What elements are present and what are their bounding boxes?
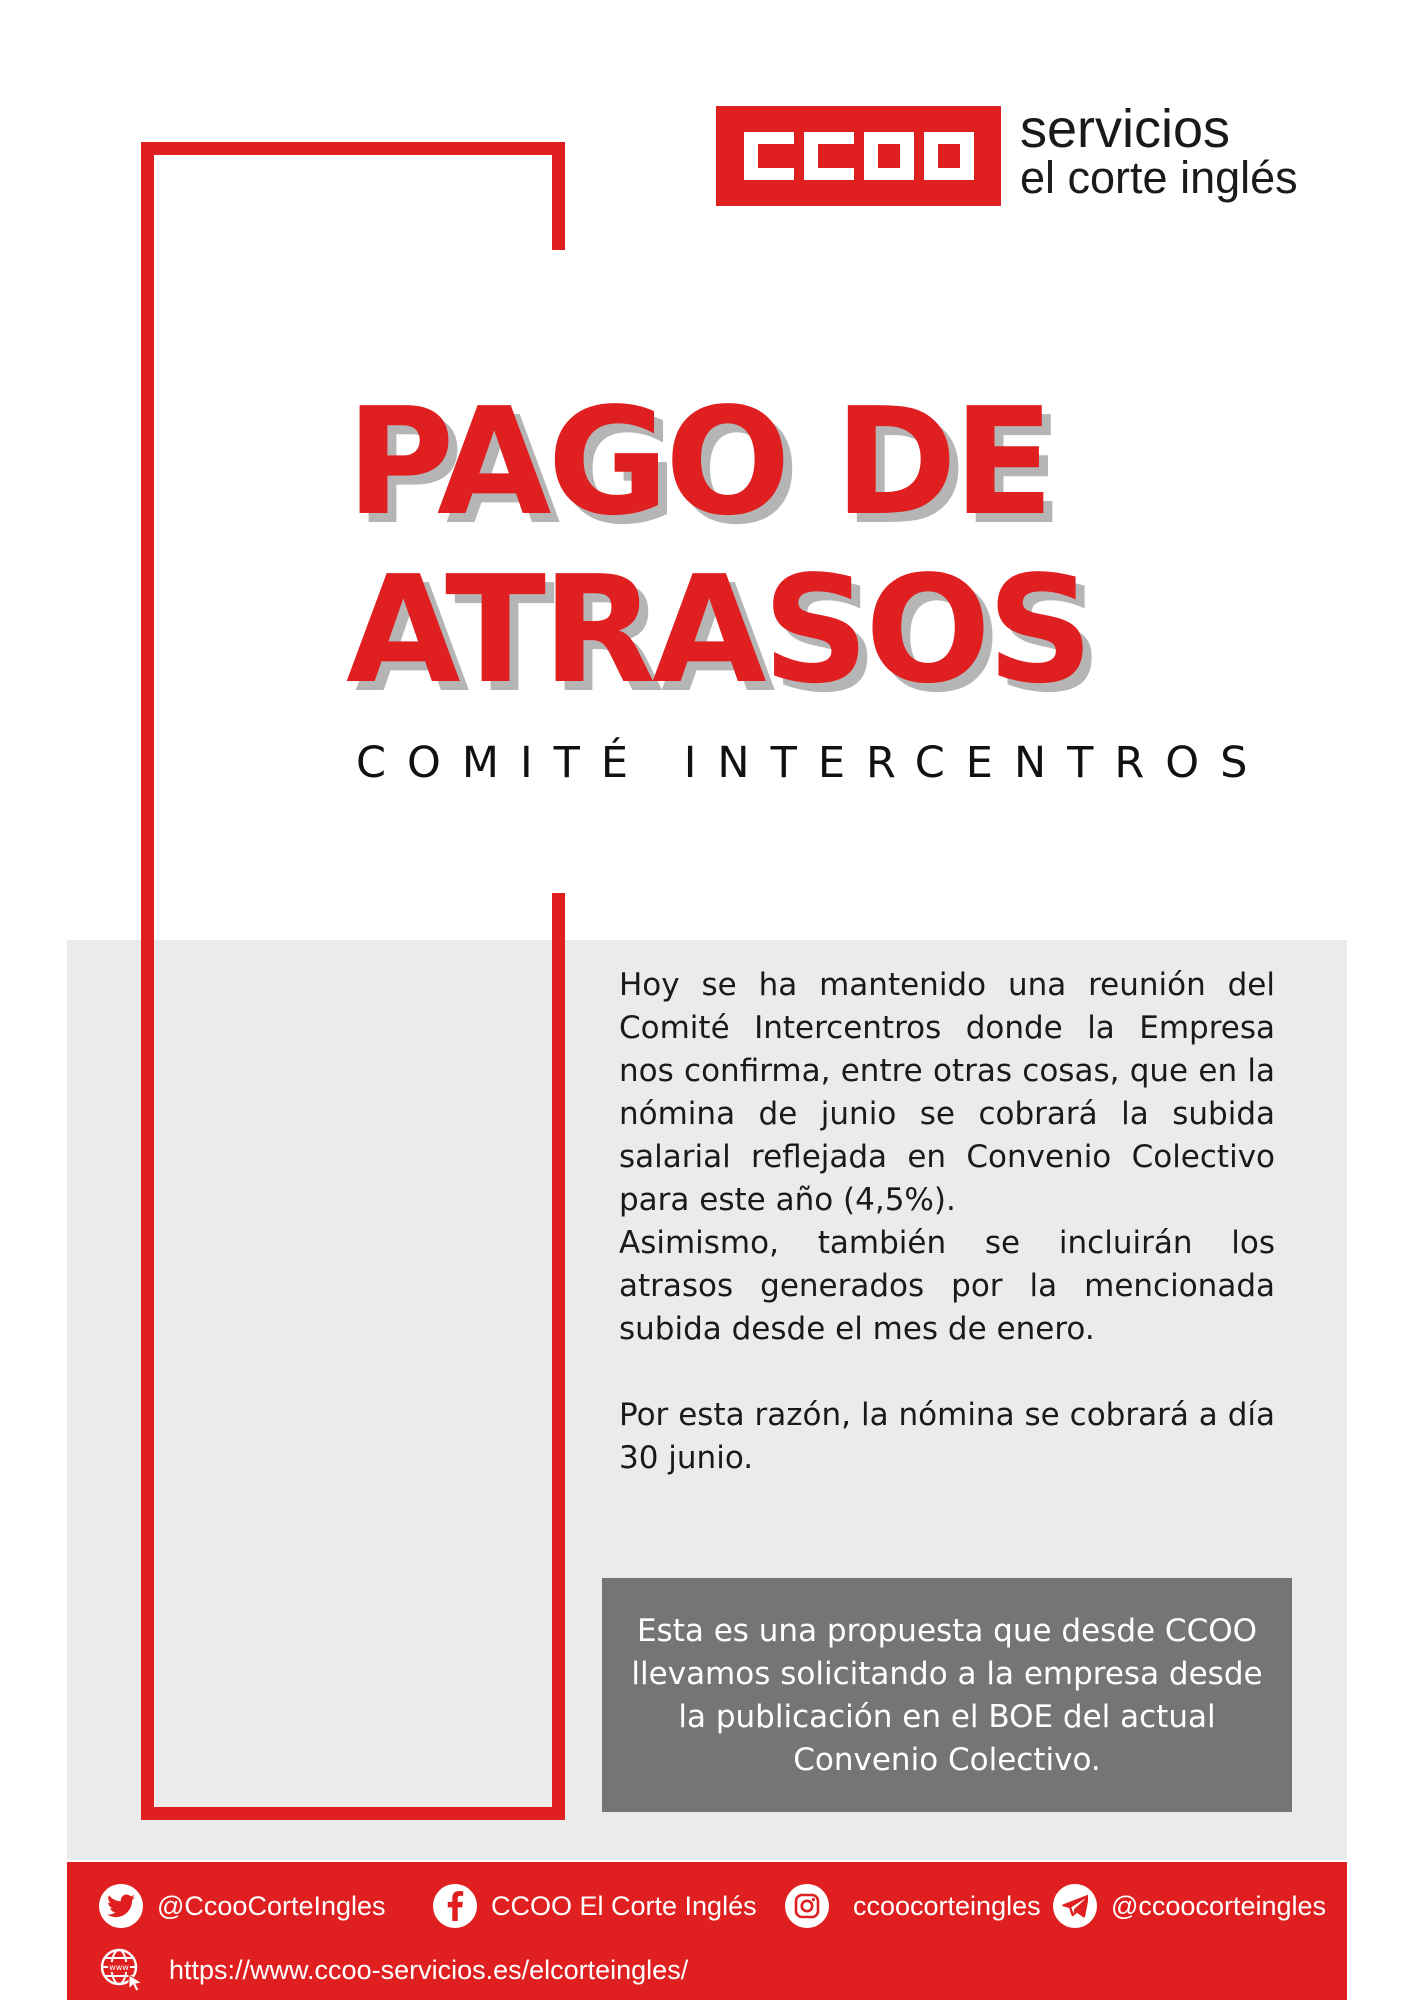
callout-box: [602, 1578, 1292, 1812]
twitter-link[interactable]: [99, 1884, 386, 1928]
title-line-1: PAGO DE: [346, 376, 1051, 548]
facebook-icon: [433, 1884, 477, 1928]
body-text: [619, 964, 1275, 1480]
twitter-icon: [99, 1884, 143, 1928]
paragraph-spacer: [619, 1351, 1275, 1394]
website-url: https://www.ccoo-servicios.es/elcorteingles/: [169, 1954, 689, 1985]
logo-servicios: servicios: [1020, 99, 1231, 159]
subtitle: COMITÉ INTERCENTROS: [356, 738, 1269, 788]
body-paragraph-1: Hoy se ha mantenido una reunión del Comité Intercentros donde la Empresa nos confirma, entre otras cosas, que en la nómina de junio se cobrará la subida salarial reflejada en Convenio Colectivo para este año (4,5%).: [619, 967, 1275, 1218]
globe-icon: [99, 1947, 145, 1993]
red-frame-left: [141, 142, 154, 1820]
body-paragraph-2: Asimismo, también se incluirán los atrasos generados por la mencionada subida desde el mes de enero.: [619, 1225, 1275, 1347]
title-line-2: ATRASOS: [346, 544, 1090, 716]
red-frame-right-bottom: [552, 893, 565, 1820]
telegram-handle: @ccoocorteingles: [1111, 1890, 1327, 1921]
callout-text: Esta es una propuesta que desde CCOO llevamos solicitando a la empresa desde la publicación en el BOE del actual Convenio Colectivo.: [631, 1613, 1263, 1778]
red-frame-top: [141, 142, 565, 155]
telegram-link[interactable]: [1053, 1884, 1326, 1928]
body-paragraph-3: Por esta razón, la nómina se cobrará a día 30 junio.: [619, 1397, 1275, 1476]
logo-el-corte-ingles: el corte inglés: [1020, 152, 1298, 203]
svg-text:www: www: [109, 1963, 129, 1972]
instagram-handle: ccoocorteingles: [853, 1890, 1041, 1921]
footer: [67, 1862, 1347, 2000]
red-frame-bottom: [141, 1807, 565, 1820]
facebook-link[interactable]: [433, 1884, 757, 1928]
instagram-icon: [785, 1884, 829, 1928]
website-link[interactable]: [99, 1947, 688, 1993]
twitter-handle: @CcooCorteIngles: [157, 1890, 386, 1921]
ccoo-logo-letters: [716, 106, 1001, 206]
page-title: [346, 378, 1246, 714]
telegram-icon: [1053, 1884, 1097, 1928]
instagram-link[interactable]: [785, 1884, 1041, 1928]
facebook-page-name: CCOO El Corte Inglés: [491, 1890, 757, 1921]
red-frame-right-top: [552, 142, 565, 250]
ccoo-logo-mark: [716, 106, 1001, 206]
